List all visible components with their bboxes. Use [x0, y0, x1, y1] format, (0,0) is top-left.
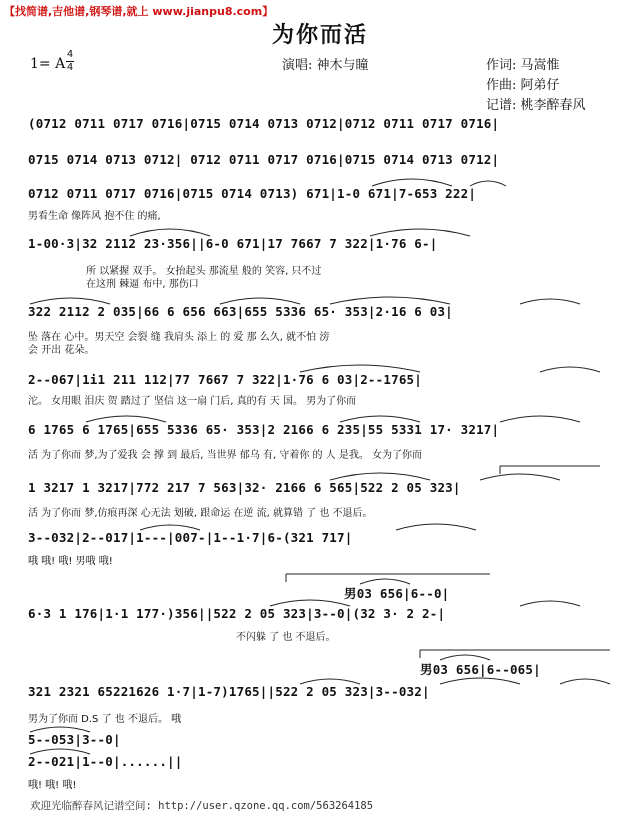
lyrics-row-4: 所 以紧握 双手。 女抬起头 那流星 般的 笑容, 只不过 — [86, 266, 322, 277]
lyrics-row-4b: 在这刑 棘逼 布中, 那伤口 — [86, 279, 199, 290]
lyrics-row-5: 坠 落在 心中。男天空 会裂 缝 我肩头 添上 的 爱 那 么久, 就不怕 滂 — [28, 332, 330, 343]
lyrics-row-7: 活 为了你而 梦,为了爱我 会 撑 到 最后, 当世界 郁乌 有, 守着你 的 人 是我。 女为了你而 — [28, 450, 423, 461]
lyrics-row-5b: 会 开出 花朵。 — [28, 345, 95, 356]
lyrics-row-6: 沱。 女用眼 泪庆 贺 踏过了 坚信 这一扇 门后, 真的有 天 国。 男为了你而 — [28, 396, 357, 407]
lyrics-row-9: 哦 哦! 哦! 男哦 哦! — [28, 556, 113, 567]
transcriber-credit: 记谱: 桃李醉春风 — [486, 98, 586, 113]
score-row-2: 0715 0714 0713 0712| 0712 0711 0717 0716|0715 0714 0713 0712| — [28, 152, 500, 167]
score-alt-2: 男03 656|6--065| — [420, 662, 541, 677]
time-signature: 4 4 — [66, 49, 74, 73]
score-row-4: 1-00·3|32 2112 23·356||6-0 671|17 7667 7 322|1·76 6-| — [28, 236, 438, 251]
site-banner[interactable]: 【找简谱,吉他谱,钢琴谱,就上 www.jianpu8.com】 — [4, 5, 274, 18]
lyricist-credit: 作词: 马嵩惟 — [486, 58, 560, 73]
footer-credit[interactable]: 欢迎光临醉春风记谱空间: http://user.qzone.qq.com/563264185 — [30, 800, 374, 812]
score-row-8: 1 3217 1 3217|772 217 7 563|32· 2166 6 565|522 2 05 323| — [28, 480, 461, 495]
score-row-10: 6·3 1 176|1·1 177·)356||522 2 05 323|3--0|(32 3· 2 2-| — [28, 606, 446, 621]
score-row-5: 322 2112 2 035|66 6 656 663|655 5336 65· 353|2·16 6 03| — [28, 304, 453, 319]
score-row-9: 3--032|2--017|1---|007-|1--1·7|6-(321 717| — [28, 530, 353, 545]
lyrics-row-11: 男为了你而 D.S 了 也 不退后。 哦 — [28, 714, 182, 725]
score-row-7: 6 1765 6 1765|655 5336 65· 353|2 2166 6 235|55 5331 17· 3217| — [28, 422, 500, 437]
composer-credit: 作曲: 阿弟仔 — [486, 78, 560, 93]
score-row-11: 321 2321 65221626 1·7|1-7)1765||522 2 05 323|3--032| — [28, 684, 430, 699]
lyrics-row-3: 男看生命 像阵风 抱不住 的痛, — [28, 211, 161, 222]
score-row-13: 2--021|1--0|......|| — [28, 754, 183, 769]
lyrics-row-13: 哦! 哦! 哦! — [28, 780, 77, 791]
lyrics-row-8: 活 为了你而 梦,仿痕再深 心无法 划破, 跟命运 在逆 流, 就算错 了 也 不退后。 — [28, 508, 373, 519]
score-row-12: 5--053|3--0| — [28, 732, 121, 747]
score-alt-1: 男03 656|6--0| — [344, 586, 450, 601]
score-row-3: 0712 0711 0717 0716|0715 0714 0713) 671|1-0 671|7-653 222| — [28, 186, 477, 201]
song-title: 为你而活 — [271, 22, 368, 48]
singer-credit: 演唱: 神木与瞳 — [282, 58, 369, 73]
score-row-6: 2--067|1i1 211 112|77 7667 7 322|1·76 6 03|2--1765| — [28, 372, 423, 387]
lyrics-row-10: 不闪躲 了 也 不退后。 — [236, 632, 336, 643]
key-signature: 1= A — [30, 56, 66, 72]
score-row-1: (0712 0711 0717 0716|0715 0714 0713 0712|0712 0711 0717 0716| — [28, 116, 500, 131]
